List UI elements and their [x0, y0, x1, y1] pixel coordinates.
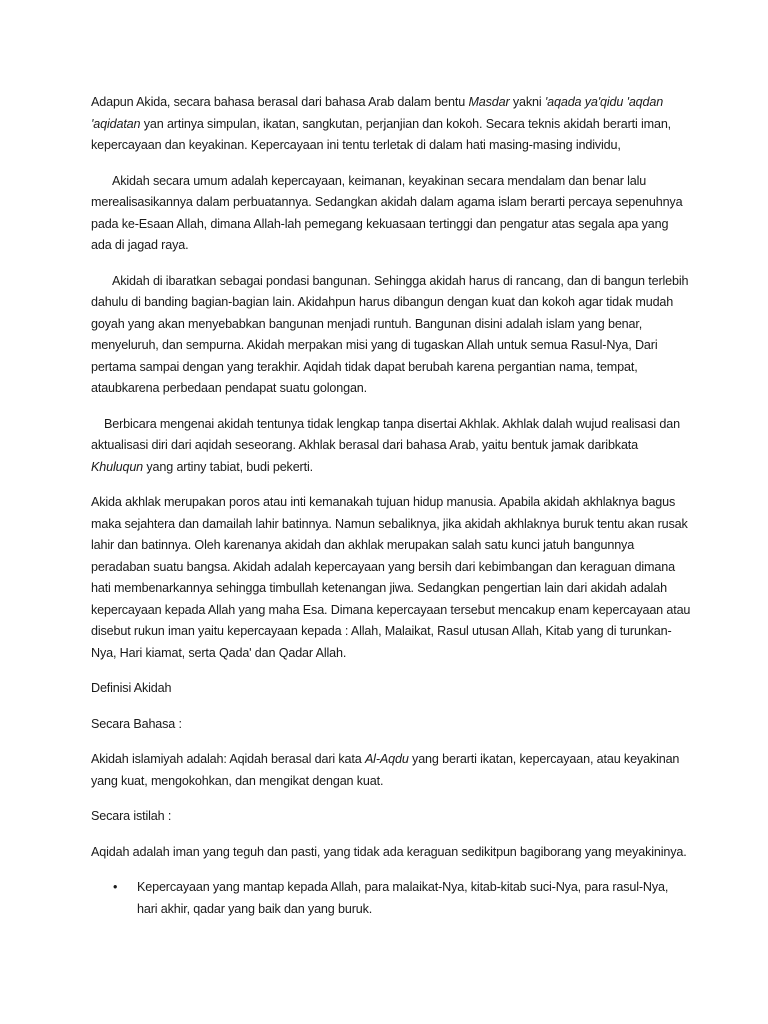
- heading-secara-bahasa: Secara Bahasa :: [91, 716, 182, 731]
- paragraph-text: yan artinya simpulan, ikatan, sangkutan, perjanjian dan kokoh. Secara teknis akidah berarti iman, kepercayaan dan keyakinan. Kepercayaan ini tentu terletak di dalam hati masing-masing individu,: [91, 116, 672, 152]
- bullet-list: [91, 877, 691, 920]
- heading-definisi-akidah: Definisi Akidah: [91, 681, 172, 695]
- paragraph-text: yang berarti ikatan, kepercayaan, atau keyakinan yang kuat, mengokohkan, dan mengikat dengan kuat.: [91, 752, 680, 788]
- document-body: [91, 92, 691, 920]
- paragraph-aqidah-istilah: Aqidah adalah iman yang teguh dan pasti, yang tidak ada keraguan sedikitpun bagiborang yang meyakininya.: [91, 844, 687, 859]
- italic-term-khuluqun: Khuluqun: [91, 459, 144, 474]
- list-item: [91, 877, 691, 920]
- paragraph-text: yakni: [509, 95, 545, 109]
- paragraph-akida-definition: [91, 92, 691, 157]
- paragraph-text: Berbicara mengenai akidah tentunya tidak lengkap tanpa disertai Akhlak. Akhlak dalah wujud realisasi dan aktualisasi diri dari aqidah seseorang. Akhlak berasal dari bahasa Arab, yaitu bentuk jamak daribkata: [91, 416, 680, 452]
- bullet-marker: •: [113, 880, 118, 894]
- paragraph-akidah-islamiyah: [91, 749, 691, 792]
- italic-term-al-aqdu: Al-Aqdu: [364, 752, 409, 766]
- heading-secara-istilah: Secara istilah :: [91, 809, 172, 823]
- paragraph-text: Adapun Akida, secara bahasa berasal dari bahasa Arab dalam bentu: [91, 95, 469, 109]
- paragraph-akhlak: [91, 414, 691, 479]
- list-item-text: Kepercayaan yang mantap kepada Allah, para malaikat-Nya, kitab-kitab suci-Nya, para rasul-Nya, hari akhir, qadar yang baik dan yang buruk.: [137, 880, 669, 916]
- italic-term-aqada: 'aqada ya'qidu 'aqdan 'aqidatan: [91, 95, 664, 131]
- paragraph-akidah-umum: Akidah secara umum adalah kepercayaan, keimanan, keyakinan secara mendalam dan benar lalu merealisasikannya dalam perbuatannya. Sedangkan akidah dalam agama islam berarti percaya sepenuhnya pada ke-Esaan Allah, dimana Allah-lah pemegang kekuasaan tertinggi dan pengatur atas segala apa yang ada di jagad raya.: [91, 173, 683, 252]
- paragraph-text: Akidah islamiyah adalah: Aqidah berasal dari kata: [91, 752, 365, 766]
- paragraph-text: yang artiny tabiat, budi pekerti.: [143, 459, 313, 474]
- paragraph-akida-akhlak: Akida akhlak merupakan poros atau inti kemanakah tujuan hidup manusia. Apabila akidah akhlaknya bagus maka sejahtera dan damailah lahir batinnya. Namun sebaliknya, jika akidah akhlaknya buruk tentu akan rusak lahir dan batinnya. Oleh karenanya akidah dan akhlak merupakan salah satu kunci jatuh bangunnya peradaban suatu bangsa. Akidah adalah kepercayaan yang bersih dari kebimbangan dan keraguan dimana hati membenarkannya sehingga timbullah ketenangan jiwa. Sedangkan pengertian lain dari akidah adalah kepercayaan kepada Allah yang maha Esa. Dimana kepercayaan tersebut mencakup enam kepercayaan atau disebut rukun iman yaitu kepercayaan kepada : Allah, Malaikat, Rasul utusan Allah, Kitab yang di turunkan-Nya, Hari kiamat, serta Qada' dan Qadar Allah.: [91, 495, 691, 660]
- italic-term-masdar: Masdar: [468, 95, 510, 109]
- paragraph-akidah-pondasi: Akidah di ibaratkan sebagai pondasi bangunan. Sehingga akidah harus di rancang, dan di bangun terlebih dahulu di banding bagian-bagian lain. Akidahpun harus dibangun dengan kuat dan kokoh agar tidak mudah goyah yang akan menyebabkan bangunan menjadi runtuh. Bangunan disini adalah islam yang benar, menyeluruh, dan sempurna. Akidah merpakan misi yang di tugaskan Allah untuk semua Rasul-Nya, Dari pertama sampai dengan yang terakhir. Aqidah tidak dapat berubah karena pergantian nama, tempat, ataubkarena perbedaan pendapat suatu golongan.: [91, 273, 689, 395]
